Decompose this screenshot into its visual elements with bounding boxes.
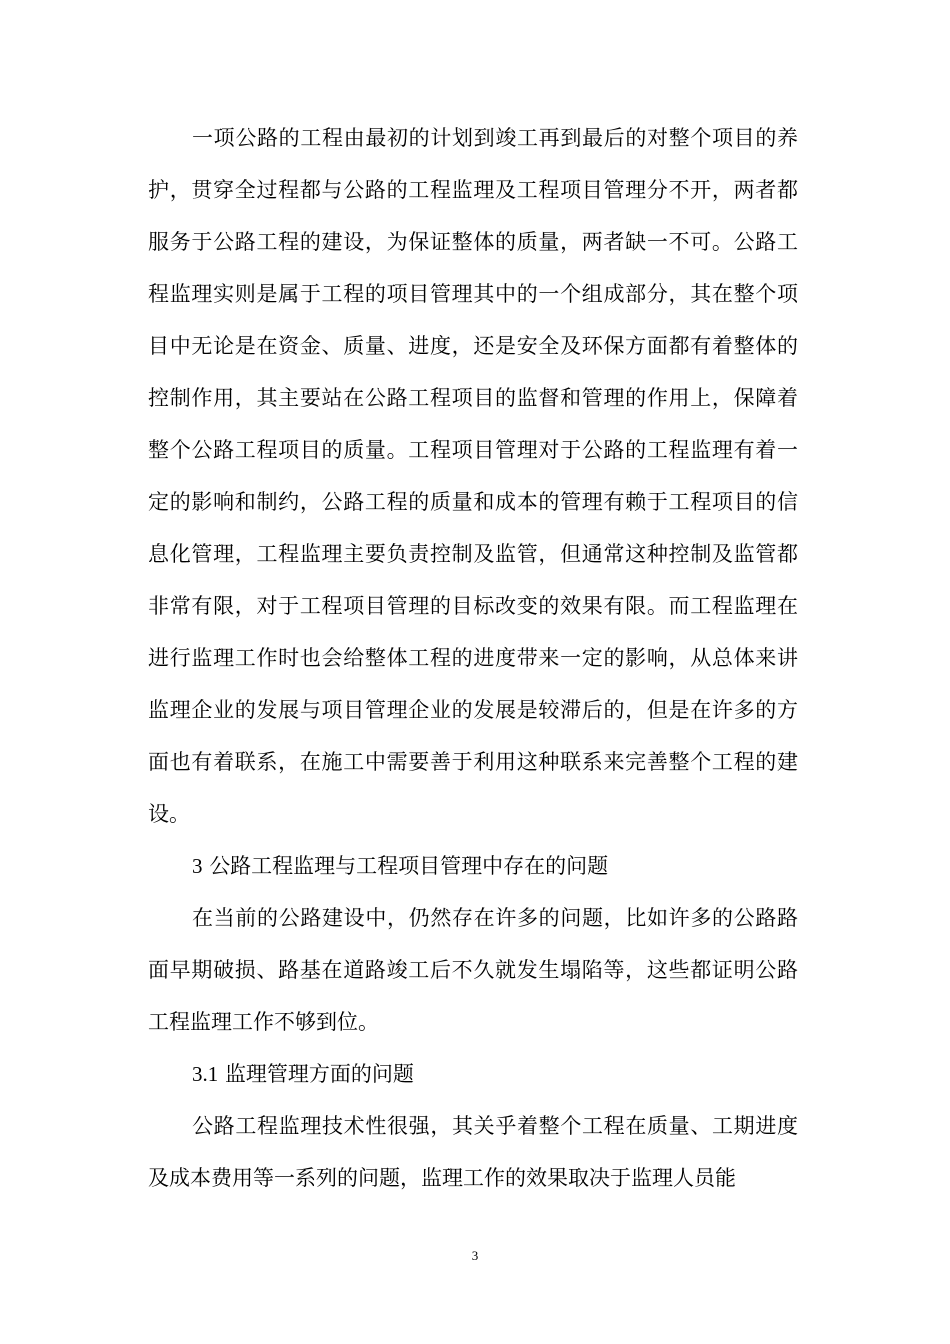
subsection-title: 监理管理方面的问题 xyxy=(224,1062,414,1086)
document-body xyxy=(148,112,798,1204)
paragraph-intro: 一项公路的工程由最初的计划到竣工再到最后的对整个项目的养护，贯穿全过程都与公路的工程监理及工程项目管理分不开，两者都服务于公路工程的建设，为保证整体的质量，两者缺一不可。公路工程监理实则是属于工程的项目管理其中的一个组成部分，其在整个项目中无论是在资金、质量、进度，还是安全及环保方面都有着整体的控制作用，其主要站在公路工程项目的监督和管理的作用上，保障着整个公路工程项目的质量。工程项目管理对于公路的工程监理有着一定的影响和制约，公路工程的质量和成本的管理有赖于工程项目的信息化管理，工程监理主要负责控制及监管，但通常这种控制及监管都非常有限，对于工程项目管理的目标改变的效果有限。而工程监理在进行监理工作时也会给整体工程的进度带来一定的影响，从总体来讲监理企业的发展与项目管理企业的发展是较滞后的，但是在许多的方面也有着联系，在施工中需要善于利用这种联系来完善整个工程的建设。 xyxy=(148,126,798,826)
paragraph-section-3: 在当前的公路建设中，仍然存在许多的问题，比如许多的公路路面早期破损、路基在道路竣工后不久就发生塌陷等，这些都证明公路工程监理工作不够到位。 xyxy=(148,906,798,1034)
section-heading xyxy=(148,840,798,892)
section-number: 3 xyxy=(192,854,203,878)
subsection-heading xyxy=(148,1048,798,1100)
section-title: 公路工程监理与工程项目管理中存在的问题 xyxy=(209,854,609,878)
page-number: 3 xyxy=(471,1248,479,1263)
subsection-number: 3.1 xyxy=(192,1062,219,1086)
paragraph-section-3-1: 公路工程监理技术性很强，其关乎着整个工程在质量、工期进度及成本费用等一系列的问题，监理工作的效果取决于监理人员能 xyxy=(148,1114,798,1190)
